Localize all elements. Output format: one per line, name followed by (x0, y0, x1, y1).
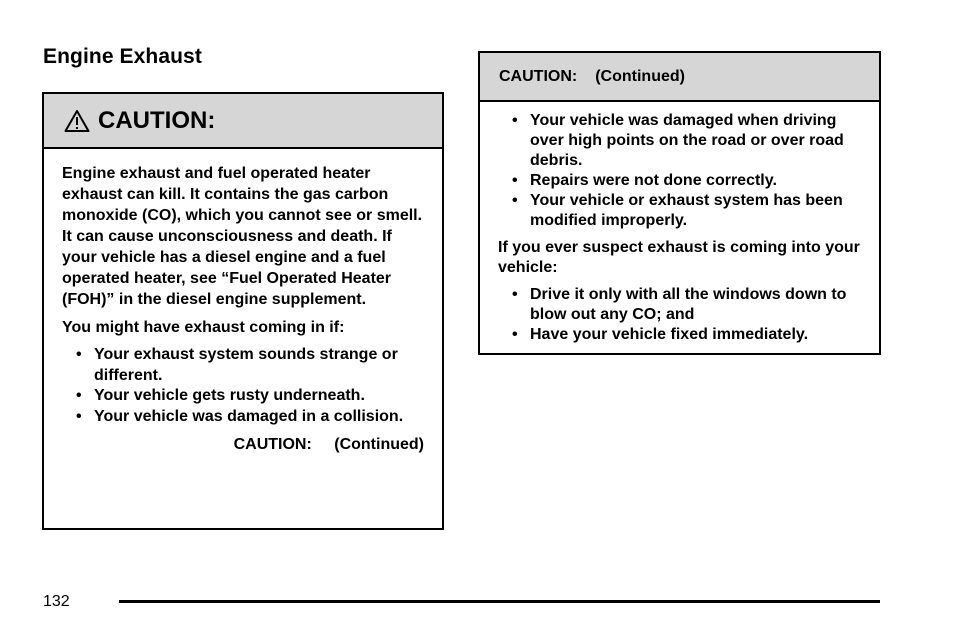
section-title: Engine Exhaust (43, 45, 202, 68)
continued-bullet-list-2 (498, 285, 861, 345)
list-item: • Drive it only with all the windows down to blow out any CO; and (512, 285, 861, 325)
footer-rule (119, 600, 880, 603)
list-item: • Your exhaust system sounds strange or different. (76, 345, 424, 386)
warning-triangle-icon (64, 109, 90, 133)
continued-lead: If you ever suspect exhaust is coming into your vehicle: (498, 239, 860, 276)
list-item: • Your vehicle or exhaust system has been modified improperly. (512, 191, 861, 231)
caution-header (44, 94, 442, 149)
continued-label: CAUTION: (233, 436, 312, 453)
page-number: 132 (43, 593, 70, 610)
caution-intro: Engine exhaust and fuel operated heater exhaust can kill. It contains the gas carbon monoxide (CO), which you cannot see or smell. It can cause unconsciousness and death. If your vehicle has a diesel engine and a fuel operated heater, see “Fuel Operated Heater (FOH)” in the diesel engine supplement. (62, 165, 423, 308)
caution-body (44, 149, 442, 455)
list-item: • Your vehicle was damaged in a collision. (76, 407, 424, 428)
list-item: • Your vehicle was damaged when driving over high points on the road or over road debris. (512, 111, 861, 171)
caution-box (42, 92, 444, 530)
continued-header (480, 53, 879, 102)
continued-header-text: (Continued) (595, 67, 685, 85)
list-item: • Repairs were not done correctly. (512, 171, 861, 191)
list-item: • Your vehicle gets rusty underneath. (76, 386, 424, 407)
continued-header-label: CAUTION: (499, 67, 578, 85)
caution-lead: You might have exhaust coming in if: (62, 319, 345, 336)
list-item: • Have your vehicle fixed immediately. (512, 325, 861, 345)
caution-bullet-list (62, 345, 424, 427)
continued-bullet-list (498, 111, 861, 231)
caution-title: CAUTION: (98, 106, 216, 134)
continued-body (480, 102, 879, 345)
continued-text: (Continued) (334, 436, 424, 453)
caution-continued-note (62, 434, 424, 455)
caution-continued-box (478, 51, 881, 355)
